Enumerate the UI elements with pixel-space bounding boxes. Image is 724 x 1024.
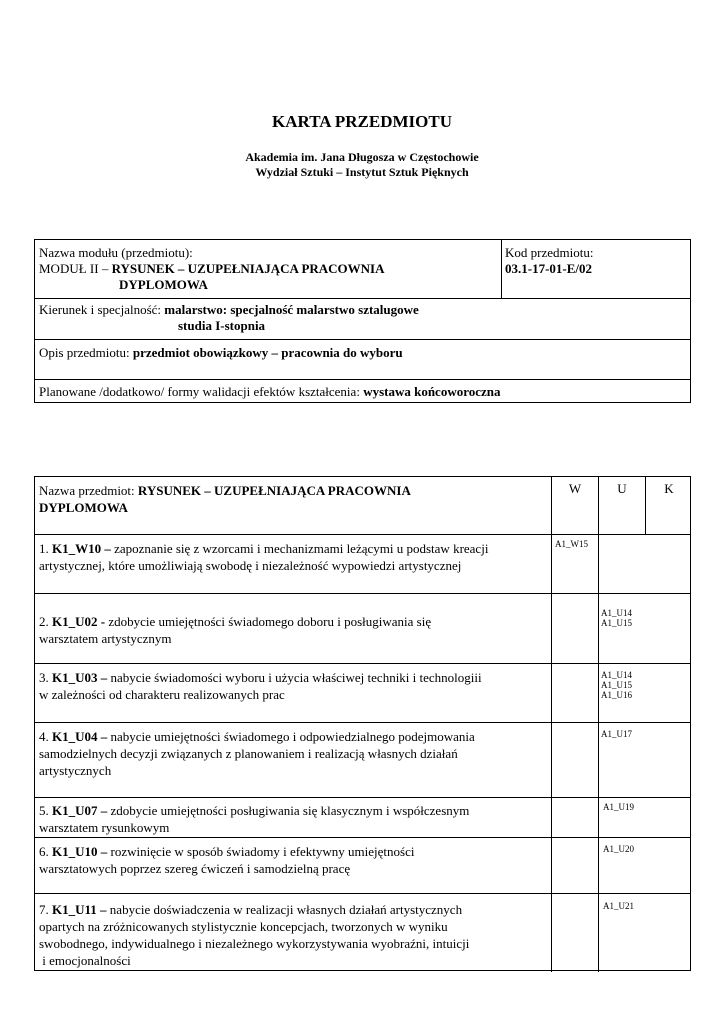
divider (551, 477, 552, 972)
subject-name-cell (39, 482, 544, 516)
table-row: 5. K1_U07 – zdobycie umiejętności posługiwania się klasycznym i współczesnym warsztatem rysunkowym (39, 803, 470, 835)
module-name-label: Nazwa modułu (przedmiotu): (39, 245, 193, 260)
divider (35, 534, 690, 535)
document-title: KARTA PRZEDMIOTU (272, 112, 452, 131)
institution-name: Akademia im. Jana Długosza w Częstochowie (245, 150, 479, 164)
faculty-name: Wydział Sztuki – Instytut Sztuk Pięknych (255, 165, 469, 179)
module-name-cell (39, 245, 499, 293)
table-row: 7. K1_U11 – nabycie doświadczenia w realizacji własnych działań artystycznych opartych na zróżnicowanych stylistycznie koncepcjach, tworzonych w wyniku swobodnego, indywidualnego i niezależnego wykorzystywania wyobraźni, intuicji i emocjonalności (39, 902, 470, 968)
outcome-code-u: A1_U19 (603, 802, 634, 812)
description-cell (39, 345, 689, 361)
divider (35, 797, 690, 798)
subject-code-cell (505, 245, 690, 277)
table-row: 2. K1_U02 - zdobycie umiejętności świadomego doboru i posługiwania się warsztatem artystycznym (39, 614, 432, 646)
outcome-code-u: A1_U21 (603, 901, 634, 911)
divider (598, 477, 599, 972)
divider (35, 663, 690, 664)
description-value: przedmiot obowiązkowy – pracownia do wyboru (132, 345, 403, 360)
outcome-code-u: A1_U17 (601, 729, 632, 739)
subject-name: Nazwa przedmiot: RYSUNEK – UZUPEŁNIAJĄCA PRACOWNIA (39, 483, 411, 498)
column-header-k: K (664, 481, 674, 496)
direction-cell (39, 302, 689, 334)
divider (35, 593, 690, 594)
divider (35, 722, 690, 723)
divider (35, 339, 690, 340)
validation-label: Planowane /dodatkowo/ formy walidacji efektów kształcenia: (39, 384, 364, 399)
table-row: 1. K1_W10 – zapoznanie się z wzorcami i mechanizmami leżącymi u podstaw kreacji artystycznej, które umożliwiają swobodę i niezależność wypowiedzi artystycznej (39, 541, 489, 573)
column-header-w: W (568, 481, 582, 496)
divider (501, 240, 502, 298)
module-name-cont: DYPLOMOWA (119, 277, 208, 292)
outcome-code-u: A1_U14 A1_U15 (601, 608, 632, 628)
study-level: studia I-stopnia (178, 318, 266, 333)
validation-value: wystawa końcoworoczna (363, 384, 501, 399)
description-label: Opis przedmiotu: (39, 345, 133, 360)
table-row: 3. K1_U03 – nabycie świadomości wyboru i użycia właściwej techniki i technologiii w zależności od charakteru realizowanych prac (39, 670, 482, 702)
outcome-code-u: A1_U14 A1_U15 A1_U16 (601, 670, 632, 700)
divider (35, 893, 690, 894)
divider (35, 837, 690, 838)
divider (35, 298, 690, 299)
table-row: 6. K1_U10 – rozwinięcie w sposób świadomy i efektywny umiejętności warsztatowych poprzez szereg ćwiczeń i samodzielną pracę (39, 844, 415, 876)
subject-code: 03.1-17-01-E/02 (505, 261, 593, 276)
outcome-code-u: A1_U20 (603, 844, 634, 854)
learning-effects-table (34, 476, 691, 971)
subject-code-label: Kod przedmiotu: (505, 245, 594, 260)
column-header-u: U (617, 481, 627, 496)
module-info-table (34, 239, 691, 403)
subject-name-cont: DYPLOMOWA (39, 500, 128, 515)
table-row: 4. K1_U04 – nabycie umiejętności świadomego i odpowiedzialnego podejmowania samodzielnych decyzji związanych z planowaniem i realizacją własnych działań artystycznych (39, 729, 475, 778)
validation-cell (39, 384, 689, 400)
divider (35, 379, 690, 380)
module-name: MODUŁ II – RYSUNEK – UZUPEŁNIAJĄCA PRACOWNIA (39, 261, 385, 276)
outcome-code-w: A1_W15 (555, 539, 588, 549)
direction: Kierunek i specjalność: malarstwo: specjalność malarstwo sztalugowe (39, 302, 419, 317)
